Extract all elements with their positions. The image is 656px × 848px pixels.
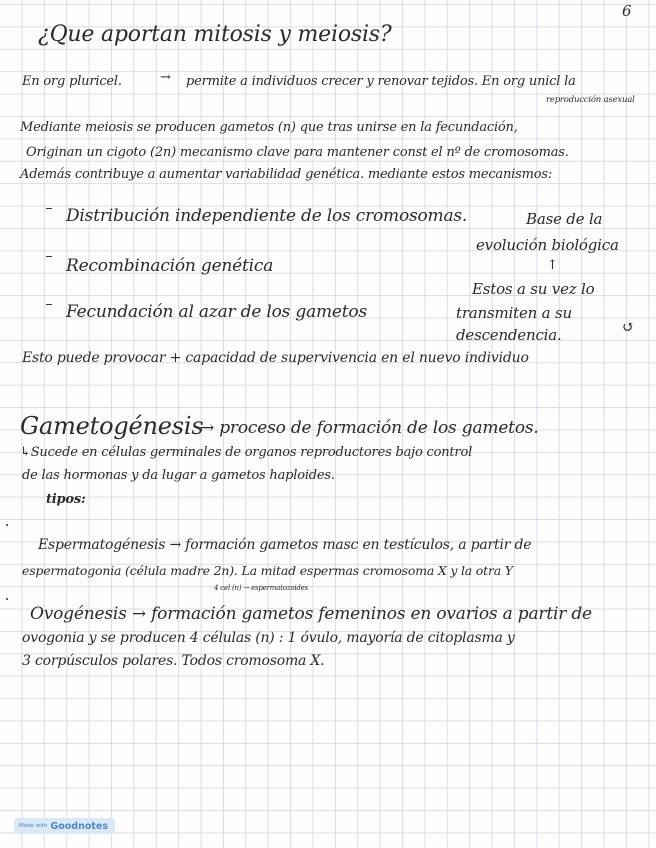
side-note-line2: evolución biológica <box>476 236 619 254</box>
bullet-dash <box>46 304 52 305</box>
gametogenesis-line3: de las hormonas y da lugar a gametos haploides. <box>22 468 335 483</box>
list-item: Distribución independiente de los cromosomas. <box>66 206 468 226</box>
bullet-dash <box>46 256 52 257</box>
bullet-dot <box>6 524 8 526</box>
p1-line1-cont: permite a individuos crecer y renovar tejidos. En org unicl la <box>186 74 576 89</box>
esperma-line1: Espermatogénesis → formación gametos masc en testículos, a partir de <box>38 537 532 553</box>
side-note-line4: transmiten a su <box>456 304 572 322</box>
bullet-dot <box>6 598 8 600</box>
page-number: 6 <box>622 2 632 20</box>
side-note-line5: descendencia. <box>456 326 562 344</box>
side-note-line1: Base de la <box>526 210 603 228</box>
curl-arrow-icon: ↺ <box>622 318 635 336</box>
list-item: Fecundación al azar de los gametos <box>66 302 367 322</box>
page-title: ¿Que aportan mitosis y meiosis? <box>38 22 392 47</box>
ovo-line3: 3 corpúsculos polares. Todos cromosoma X. <box>22 653 325 669</box>
p2-line3: Además contribuye a aumentar variabilidad genética. mediante estos mecanismos: <box>20 167 552 182</box>
ovo-line1: Ovogénesis → formación gametos femeninos en ovarios a partir de <box>30 604 592 624</box>
bullet-dash <box>46 208 52 209</box>
brand-label: Goodnotes <box>50 820 109 832</box>
section-definition: → proceso de formación de los gametos. <box>200 418 539 438</box>
esperma-line2: espermatogonia (célula madre 2n). La mitad espermas cromosoma X y la otra Y <box>22 563 513 578</box>
esperma-sub: 4 cel (n) → espermatozoides <box>214 584 308 592</box>
ovo-line2: ovogonia y se producen 4 células (n) : 1 óvulo, mayoría de citoplasma y <box>22 630 515 646</box>
tipos-label: tipos: <box>46 492 86 507</box>
p1-line2: reproducción asexual <box>546 95 635 105</box>
arrow-icon: → <box>160 70 171 85</box>
p2-line2: Originan un cigoto (2n) mecanismo clave para mantener const el nº de cromosomas. <box>26 145 569 160</box>
p3-line: Esto puede provocar + capacidad de supervivencia en el nuevo individuo <box>22 350 529 366</box>
side-note-line3: Estos a su vez lo <box>472 280 595 298</box>
made-with-label: Made with <box>19 823 48 829</box>
p1-line1: En org pluricel. <box>22 74 122 89</box>
p2-line1: Mediante meiosis se producen gametos (n) que tras unirse en la fecundación, <box>20 120 518 135</box>
section-heading: Gametogénesis <box>20 412 204 440</box>
goodnotes-badge[interactable] <box>14 818 115 834</box>
list-item: Recombinación genética <box>66 256 274 276</box>
arrow-up-icon: ↑ <box>547 258 558 273</box>
gametogenesis-line2: ↳Sucede en células germinales de organos reproductores bajo control <box>20 445 473 460</box>
